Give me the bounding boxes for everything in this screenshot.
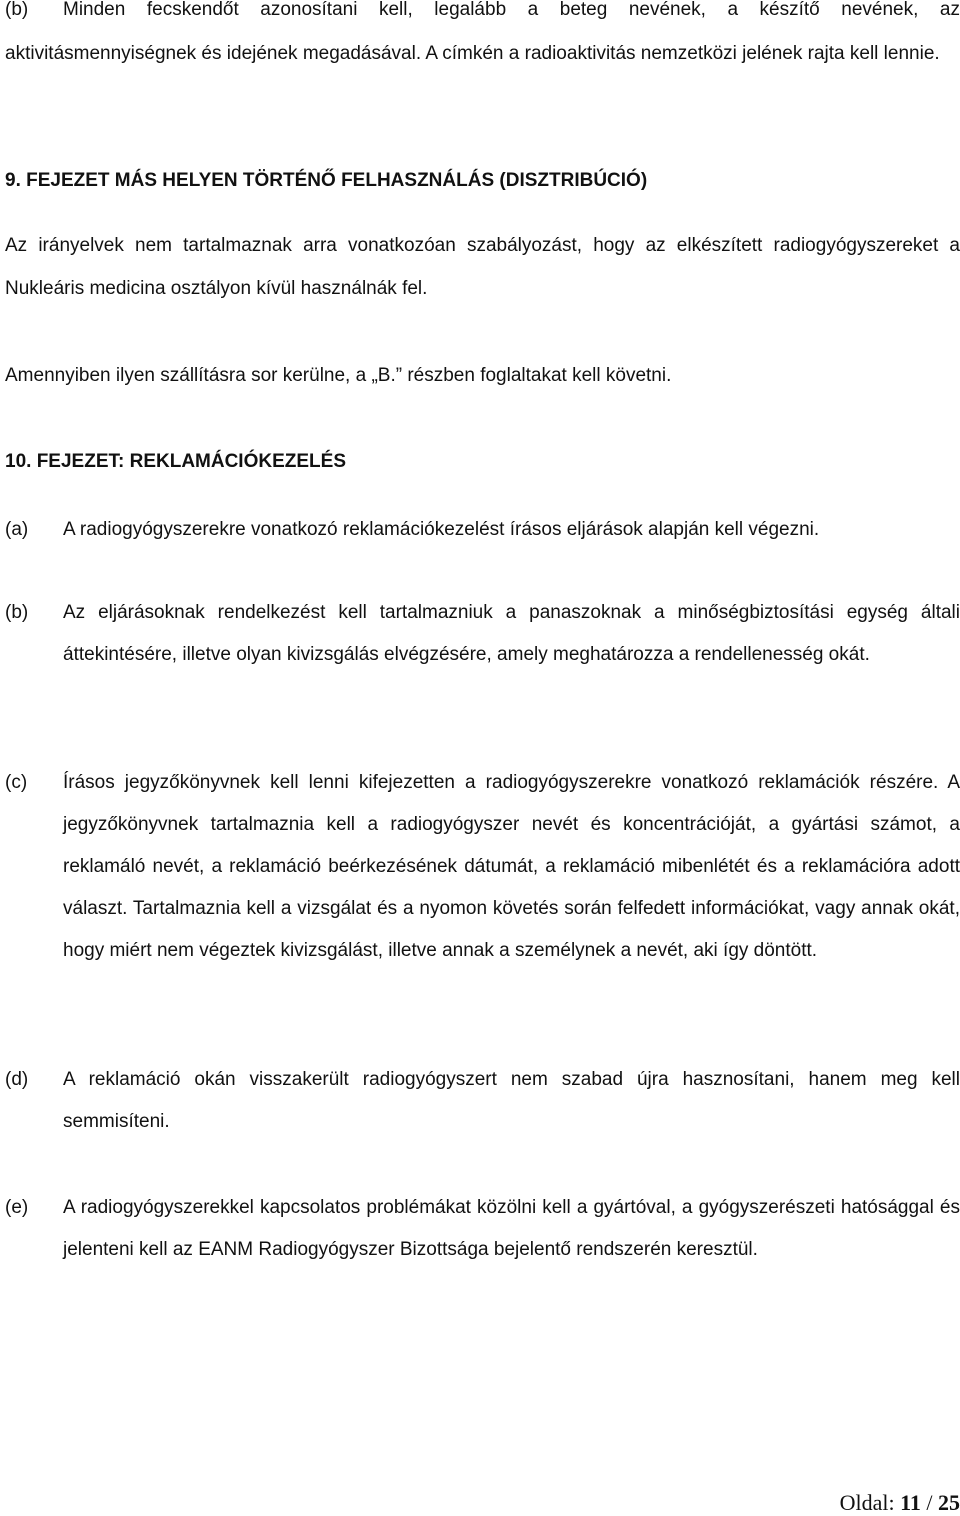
list-item-text: A radiogyógyszerekre vonatkozó reklamációkezelést írásos eljárások alapján kell végezni. [63,519,820,540]
list-item [5,762,960,972]
list-item-text: Az eljárásoknak rendelkezést kell tartalmazniuk a panaszoknak a minőségbiztosítási egység általi áttekintésére, illetve olyan kivizsgálás elvégzésére, amely meghatározza a rendellenesség okát. [63,602,960,665]
list-item [5,1187,960,1271]
page-number-current: 11 [900,1490,921,1515]
list-item-marker: (b) [5,0,29,20]
chapter-9-heading: 9. FEJEZET MÁS HELYEN TÖRTÉNŐ FELHASZNÁLÁS (DISZTRIBÚCIÓ) [5,170,648,191]
list-item-text: Minden fecskendőt azonosítani kell, legalább a beteg nevének, a készítő nevének, az aktivitásmennyiségnek és idejének megadásával. A címkén a radioaktivitás nemzetközi jelének rajta kell lennie. [5,0,960,64]
page-number-separator: / [920,1490,938,1515]
list-item-marker: (c) [5,772,28,793]
chapter-10-heading: 10. FEJEZET: REKLAMÁCIÓKEZELÉS [5,451,346,472]
list-item-marker: (e) [5,1197,29,1218]
list-item-text: A reklamáció okán visszakerült radiogyógyszert nem szabad újra hasznosítani, hanem meg kell semmisíteni. [63,1069,960,1132]
list-item [5,1059,960,1143]
chapter-9-paragraph: Amennyiben ilyen szállításra sor kerülne, a „B.” részben foglaltakat kell követni. [5,365,672,386]
list-item [5,0,960,75]
list-item-text: A radiogyógyszerekkel kapcsolatos problémákat közölni kell a gyártóval, a gyógyszerészeti hatósággal és jelenteni kell az EANM Radiogyógyszer Bizottsága bejelentő rendszerén keresztül. [63,1197,960,1260]
page-number-label: Oldal: [839,1490,901,1515]
list-item-marker: (b) [5,602,29,623]
list-item-marker: (a) [5,519,29,540]
list-item-text: Írásos jegyzőkönyvnek kell lenni kifejezetten a radiogyógyszerekre vonatkozó reklamációk részére. A jegyzőkönyvnek tartalmaznia kell a radiogyógyszer nevét és koncentrációját, a gyártási számot, a reklamáló nevét, a reklamáció beérkezésének dátumát, a reklamáció mibenlétét és a reklamációra adott választ. Tartalmaznia kell a vizsgálat és a nyomon követés során felfedett információkat, vagy annak okát, hogy miért nem végeztek kivizsgálást, illetve annak a személynek a nevét, aki így döntött. [63,772,960,961]
page-number-total: 25 [938,1490,960,1515]
chapter-9-paragraph: Az irányelvek nem tartalmaznak arra vonatkozóan szabályozást, hogy az elkészített radiogyógyszereket a Nukleáris medicina osztályon kívül használnák fel. [5,235,960,299]
list-item-marker: (d) [5,1069,29,1090]
page-number [840,1490,960,1516]
list-item [5,592,960,676]
list-item [5,517,960,543]
